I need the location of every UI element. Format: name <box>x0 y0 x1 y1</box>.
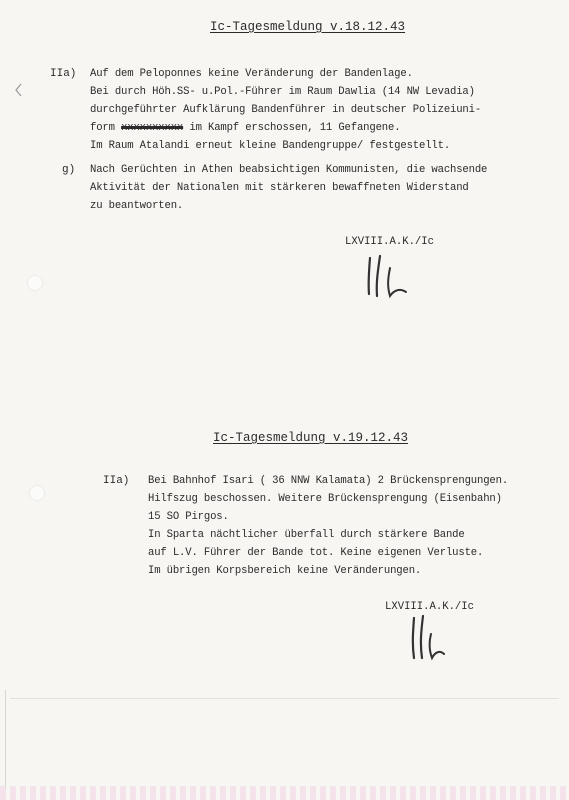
struck-out-text: xxxxxxxxxx <box>121 122 184 134</box>
report1-g-line-2: Aktivität der Nationalen mit stärkeren bewaffneten Widerstand <box>90 182 469 194</box>
report2-title: Ic-Tagesmeldung v.19.12.43 <box>213 431 409 445</box>
report1-g-line-1: Nach Gerüchten in Athen beabsichtigen Kommunisten, die wachsende <box>90 164 488 176</box>
report1-line-4-end: im Kampf erschossen, 11 Gefangene. <box>189 122 401 134</box>
report2-section-label-IIa: IIa) <box>103 475 130 487</box>
report1-title: Ic-Tagesmeldung v.18.12.43 <box>210 20 406 34</box>
report1-line-4 <box>90 122 400 134</box>
report1-line-3: durchgeführter Aufklärung Bandenführer in deutscher Polizeiuni- <box>90 104 482 116</box>
punch-hole-top <box>28 276 42 290</box>
margin-mark-icon <box>12 82 24 98</box>
scan-edge <box>5 690 6 790</box>
report1-section-label-IIa: IIa) <box>50 68 77 80</box>
report1-line-2: Bei durch Höh.SS- u.Pol.-Führer im Raum Dawlia (14 NW Levadia) <box>90 86 475 98</box>
report2-line-3: 15 SO Pirgos. <box>148 511 229 523</box>
punch-hole-bottom <box>30 486 44 500</box>
report2-line-4: In Sparta nächtlicher überfall durch stärkere Bande <box>148 529 465 541</box>
report1-signature-unit: LXVIII.A.K./Ic <box>345 236 435 248</box>
report1-line-4-start: form <box>90 122 115 134</box>
handwritten-signature-2 <box>404 612 454 662</box>
report2-line-2: Hilfszug beschossen. Weitere Brückensprengung (Eisenbahn) <box>148 493 502 505</box>
report1-g-line-3: zu beantworten. <box>90 200 184 212</box>
handwritten-signature-1 <box>360 252 420 300</box>
report2-line-1: Bei Bahnhof Isari ( 36 NNW Kalamata) 2 Brückensprengungen. <box>148 475 509 487</box>
report1-section-label-g: g) <box>62 164 76 176</box>
report1-line-1: Auf dem Peloponnes keine Veränderung der Bandenlage. <box>90 68 413 80</box>
report2-line-5: auf L.V. Führer der Bande tot. Keine eigenen Verluste. <box>148 547 484 559</box>
report2-line-6: Im übrigen Korpsbereich keine Veränderungen. <box>148 565 422 577</box>
scan-color-strip <box>0 786 569 800</box>
report2-signature-unit: LXVIII.A.K./Ic <box>385 601 475 613</box>
report1-line-5: Im Raum Atalandi erneut kleine Bandengruppe/ festgestellt. <box>90 140 451 152</box>
scan-fold-line <box>10 698 559 699</box>
